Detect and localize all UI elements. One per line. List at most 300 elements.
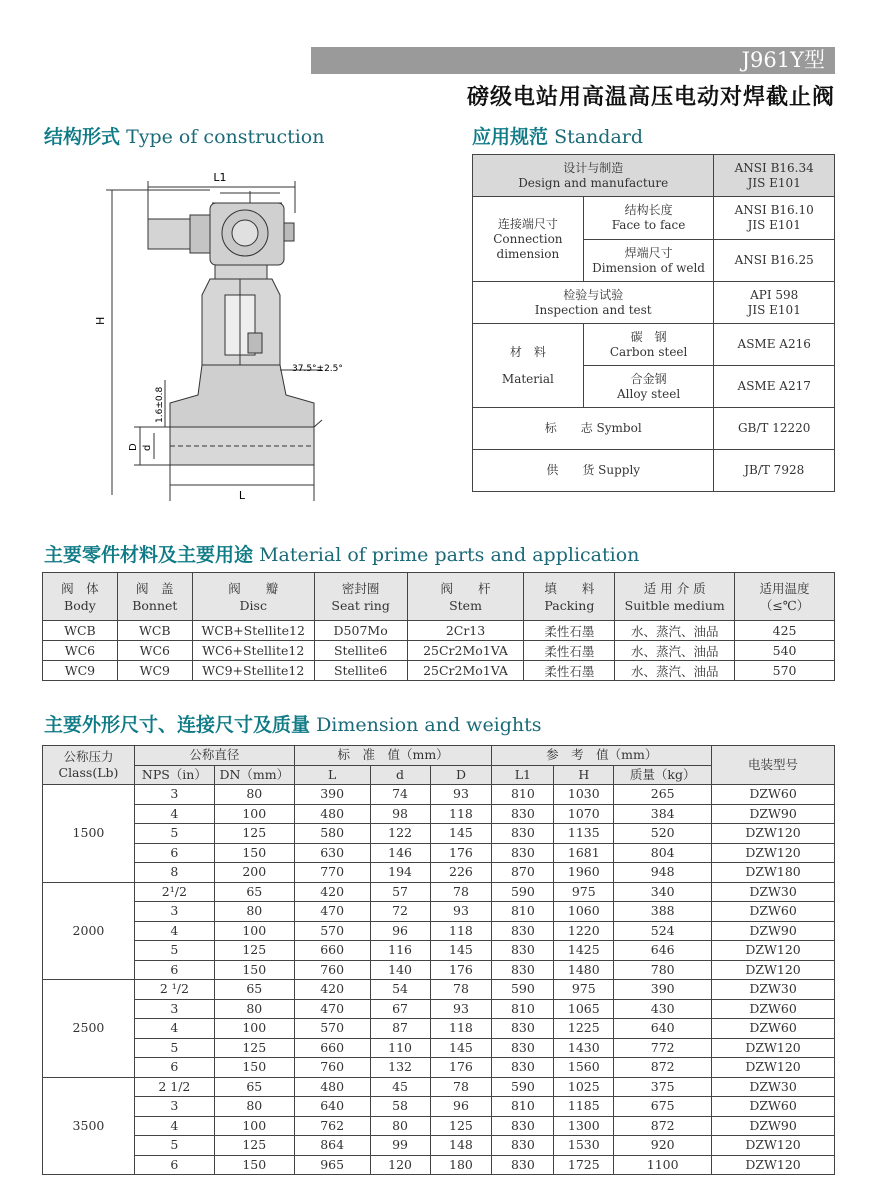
dimension-cell: DZW120 (712, 1136, 835, 1156)
dimension-cell: 390 (614, 980, 712, 1000)
dimension-cell: 5 (134, 824, 214, 844)
nps-header: NPS（in） (134, 765, 214, 785)
dimension-cell: 1135 (554, 824, 614, 844)
reference-value-header: 参 考 值（mm） (492, 746, 712, 766)
parts-cell: WC6+Stellite12 (192, 641, 314, 661)
parts-header-en: Seat ring (331, 597, 390, 613)
dimension-cell: DZW90 (712, 804, 835, 824)
dimension-cell: 78 (430, 882, 492, 902)
label-d: d (142, 444, 153, 451)
dimension-cell: 148 (430, 1136, 492, 1156)
dimension-cell: 830 (492, 1136, 554, 1156)
parts-cell: WC6 (117, 641, 192, 661)
L1-header: L1 (492, 765, 554, 785)
dimension-cell: 150 (214, 843, 294, 863)
dimension-cell: 570 (294, 1019, 370, 1039)
inspection-cn: 检验与试验 (563, 287, 624, 302)
dimension-cell: 4 (134, 804, 214, 824)
dimension-cell: 675 (614, 1097, 712, 1117)
dimension-cell: 830 (492, 1058, 554, 1078)
dimension-cell: 810 (492, 999, 554, 1019)
dimension-cell: DZW180 (712, 863, 835, 883)
dimension-cell: DZW120 (712, 1155, 835, 1175)
dn-header: DN（mm） (214, 765, 294, 785)
d-header: d (370, 765, 430, 785)
dimension-cell: 125 (214, 1136, 294, 1156)
dimension-cell: 80 (214, 999, 294, 1019)
dimension-cell: 780 (614, 960, 712, 980)
parts-header-en: Suitble medium (624, 597, 725, 613)
dimension-cell: 67 (370, 999, 430, 1019)
dimension-cell: 480 (294, 804, 370, 824)
parts-header-en: （≤℃） (759, 597, 810, 613)
dimension-cell: 590 (492, 1077, 554, 1097)
dimension-cell: 145 (430, 941, 492, 961)
dimension-cell: 948 (614, 863, 712, 883)
dimension-cell: 864 (294, 1136, 370, 1156)
parts-title-cn: 主要零件材料及主要用途 (44, 544, 254, 566)
dimension-cell: 630 (294, 843, 370, 863)
dimension-cell: DZW30 (712, 980, 835, 1000)
dimension-cell: 1185 (554, 1097, 614, 1117)
dimension-cell: 176 (430, 960, 492, 980)
nominal-header: 公称直径 (134, 746, 294, 766)
standard-value-header: 标 准 值（mm） (294, 746, 492, 766)
dimension-cell: 524 (614, 921, 712, 941)
dimension-cell: 760 (294, 1058, 370, 1078)
dimension-cell: 375 (614, 1077, 712, 1097)
dimension-cell: 1560 (554, 1058, 614, 1078)
design-cn: 设计与制造 (563, 160, 624, 175)
dimension-row (43, 1058, 835, 1078)
dimension-cell: 120 (370, 1155, 430, 1175)
dimension-row (43, 1136, 835, 1156)
dimension-cell: 80 (214, 785, 294, 805)
parts-header-cn: 填 料 (544, 580, 595, 596)
parts-header-cell (43, 573, 118, 621)
dimension-cell: 1960 (554, 863, 614, 883)
dimension-cell: 570 (294, 921, 370, 941)
dimension-cell: 830 (492, 941, 554, 961)
dimension-row (43, 941, 835, 961)
standard-table (472, 154, 835, 492)
dimension-cell: 830 (492, 824, 554, 844)
face-value-2: JIS E101 (747, 218, 801, 232)
parts-cell: WC6 (43, 641, 118, 661)
dimension-cell: DZW30 (712, 1077, 835, 1097)
label-L: L (238, 489, 246, 502)
dimension-cell: 72 (370, 902, 430, 922)
dimension-cell: 1030 (554, 785, 614, 805)
parts-cell: 水、蒸汽、油品 (615, 621, 735, 641)
alloy-en: Alloy steel (616, 386, 681, 401)
dimension-cell: 118 (430, 1019, 492, 1039)
dimension-cell: 5 (134, 1136, 214, 1156)
parts-row (43, 641, 835, 661)
dimension-cell: 640 (294, 1097, 370, 1117)
dimension-cell: 965 (294, 1155, 370, 1175)
material-label (473, 324, 584, 408)
dimension-row (43, 1116, 835, 1136)
label-tolerance: 1.6±0.8 (155, 386, 165, 423)
dimension-cell: 116 (370, 941, 430, 961)
dimension-row (43, 921, 835, 941)
dimension-cell: 1070 (554, 804, 614, 824)
dimension-cell: 74 (370, 785, 430, 805)
actuator-header: 电装型号 (712, 746, 835, 785)
dimension-cell: 93 (430, 785, 492, 805)
dimensions-table (42, 745, 835, 1175)
dimension-cell: DZW60 (712, 1019, 835, 1039)
parts-cell: 柔性石墨 (524, 641, 615, 661)
dimension-cell: 1225 (554, 1019, 614, 1039)
dimension-cell: 110 (370, 1038, 430, 1058)
dimension-cell: 975 (554, 980, 614, 1000)
dimension-cell: 388 (614, 902, 712, 922)
weld-label (583, 240, 714, 282)
dimension-cell: DZW60 (712, 999, 835, 1019)
alloy-steel-label (583, 366, 714, 408)
standard-title-en: Standard (554, 126, 644, 148)
dimension-row (43, 999, 835, 1019)
parts-header-cell (192, 573, 314, 621)
product-title: 磅级电站用高温高压电动对焊截止阀 (466, 85, 835, 110)
dimension-cell: 520 (614, 824, 712, 844)
parts-cell: WCB+Stellite12 (192, 621, 314, 641)
dimension-cell: 590 (492, 980, 554, 1000)
label-bevel-angle: 37.5°±2.5° (292, 364, 343, 374)
dimension-cell: 580 (294, 824, 370, 844)
dimension-cell: 5 (134, 941, 214, 961)
parts-cell: 25Cr2Mo1VA (407, 661, 524, 681)
parts-table (42, 572, 835, 681)
dimension-cell: DZW120 (712, 1038, 835, 1058)
dimension-row (43, 1019, 835, 1039)
design-value-2: JIS E101 (747, 175, 801, 190)
parts-cell: WCB (43, 621, 118, 641)
dimension-cell: 145 (430, 824, 492, 844)
dimension-cell: 770 (294, 863, 370, 883)
dimension-cell: 1480 (554, 960, 614, 980)
dimension-cell: 4 (134, 921, 214, 941)
design-value-1: ANSI B16.34 (734, 160, 814, 175)
dimension-cell: 340 (614, 882, 712, 902)
dimension-cell: 132 (370, 1058, 430, 1078)
parts-title-en: Material of prime parts and application (259, 544, 640, 566)
dimension-cell: DZW120 (712, 824, 835, 844)
dimension-cell: 384 (614, 804, 712, 824)
dimension-cell: 99 (370, 1136, 430, 1156)
weight-header: 质量（kg） (614, 765, 712, 785)
dimension-cell: 590 (492, 882, 554, 902)
dimension-cell: 176 (430, 1058, 492, 1078)
dimensions-body (43, 785, 835, 1175)
alloy-cn: 合金钢 (630, 371, 667, 386)
dimension-cell: 1025 (554, 1077, 614, 1097)
parts-section-title (44, 540, 639, 567)
inspection-value-2: JIS E101 (747, 302, 801, 317)
parts-cell: WC9 (43, 661, 118, 681)
standard-title-cn: 应用规范 (472, 126, 549, 148)
dimension-cell: 470 (294, 902, 370, 922)
dimension-cell: 810 (492, 785, 554, 805)
dimension-cell: 180 (430, 1155, 492, 1175)
symbol-value: GB/T 12220 (714, 408, 835, 450)
dimension-cell: 3 (134, 1097, 214, 1117)
parts-cell: 2Cr13 (407, 621, 524, 641)
dimension-cell: 100 (214, 1019, 294, 1039)
inspection-value-1: API 598 (750, 287, 799, 302)
dimension-row (43, 843, 835, 863)
dimension-cell: 140 (370, 960, 430, 980)
dimension-cell: 762 (294, 1116, 370, 1136)
parts-body (43, 621, 835, 681)
dimension-cell: 390 (294, 785, 370, 805)
model-banner (311, 47, 835, 74)
dimension-cell: 6 (134, 1058, 214, 1078)
dimension-cell: 100 (214, 1116, 294, 1136)
supply-value: JB/T 7928 (714, 450, 835, 492)
alloy-steel-value: ASME A217 (714, 366, 835, 408)
dimension-cell: 98 (370, 804, 430, 824)
dimensions-title-cn: 主要外形尺寸、连接尺寸及质量 (44, 714, 311, 736)
parts-header-en: Packing (544, 597, 595, 613)
dimension-cell: 194 (370, 863, 430, 883)
connection-label (473, 197, 584, 282)
parts-header-cell (615, 573, 735, 621)
dimension-cell: 176 (430, 843, 492, 863)
dimension-cell: 6 (134, 960, 214, 980)
construction-section-title (44, 122, 324, 149)
class-cell: 3500 (43, 1077, 135, 1175)
dimension-cell: 830 (492, 1116, 554, 1136)
design-en: Design and manufacture (518, 175, 669, 190)
dimension-row (43, 863, 835, 883)
dimension-cell: 65 (214, 980, 294, 1000)
dimension-cell: 1430 (554, 1038, 614, 1058)
dimension-cell: 146 (370, 843, 430, 863)
dimension-cell: 78 (430, 980, 492, 1000)
class-header (43, 746, 135, 785)
dimension-cell: 804 (614, 843, 712, 863)
parts-header-cell (407, 573, 524, 621)
dimension-cell: 80 (214, 1097, 294, 1117)
dimension-cell: 80 (370, 1116, 430, 1136)
weld-cn: 焊端尺寸 (624, 245, 673, 260)
dimension-cell: 430 (614, 999, 712, 1019)
dimension-row (43, 902, 835, 922)
parts-cell: 25Cr2Mo1VA (407, 641, 524, 661)
label-H: H (94, 316, 107, 325)
class-header-cn: 公称压力 (63, 749, 114, 764)
dimension-cell: 150 (214, 960, 294, 980)
parts-header-cell (117, 573, 192, 621)
dimension-cell: 420 (294, 980, 370, 1000)
dimensions-title-en: Dimension and weights (316, 714, 542, 736)
dimension-cell: 226 (430, 863, 492, 883)
design-value (714, 155, 835, 197)
dimension-row (43, 960, 835, 980)
H-header: H (554, 765, 614, 785)
dimension-cell: 1060 (554, 902, 614, 922)
dimension-cell: 118 (430, 804, 492, 824)
dimension-cell: 8 (134, 863, 214, 883)
dimension-cell: 45 (370, 1077, 430, 1097)
dimension-cell: 2¹/2 (134, 882, 214, 902)
material-cn: 材 料 (509, 344, 546, 359)
carbon-steel-label (583, 324, 714, 366)
parts-header-cn: 密封圈 (341, 580, 380, 596)
dimension-cell: 3 (134, 902, 214, 922)
dimension-cell: DZW60 (712, 785, 835, 805)
dimension-cell: DZW90 (712, 1116, 835, 1136)
symbol-label: 标 志 Symbol (473, 408, 714, 450)
dimension-cell: 830 (492, 843, 554, 863)
dimension-cell: 78 (430, 1077, 492, 1097)
dimension-cell: 660 (294, 1038, 370, 1058)
construction-title-cn: 结构形式 (44, 126, 121, 148)
dimension-cell: DZW120 (712, 843, 835, 863)
dimension-cell: 2 ¹/2 (134, 980, 214, 1000)
parts-header-cn: 阀 瓣 (228, 580, 279, 596)
material-en: Material (501, 371, 554, 386)
parts-cell: WC9+Stellite12 (192, 661, 314, 681)
dimension-cell: 872 (614, 1058, 712, 1078)
connection-en-1: Connection (493, 231, 563, 246)
carbon-steel-value: ASME A216 (714, 324, 835, 366)
dimension-row (43, 1155, 835, 1175)
supply-label: 供 货 Supply (473, 450, 714, 492)
parts-cell: D507Mo (314, 621, 407, 641)
parts-cell: 柔性石墨 (524, 661, 615, 681)
dimension-cell: 125 (214, 941, 294, 961)
dimension-row (43, 1038, 835, 1058)
parts-header-cn: 阀 体 (61, 580, 99, 596)
parts-header-en: Bonnet (132, 597, 178, 613)
dimension-cell: 87 (370, 1019, 430, 1039)
face-label (583, 197, 714, 240)
dimension-row (43, 1077, 835, 1097)
dimension-cell: 200 (214, 863, 294, 883)
dimension-cell: 100 (214, 804, 294, 824)
carbon-cn: 碳 钢 (630, 329, 667, 344)
dimension-cell: 96 (430, 1097, 492, 1117)
dimension-cell: 420 (294, 882, 370, 902)
dimension-cell: 830 (492, 921, 554, 941)
dimension-cell: 125 (214, 824, 294, 844)
dimension-cell: 5 (134, 1038, 214, 1058)
parts-cell: 540 (735, 641, 835, 661)
parts-header-cn: 适 用 介 质 (643, 580, 706, 596)
dimension-cell: 65 (214, 1077, 294, 1097)
parts-header-cell (524, 573, 615, 621)
dimension-cell: 646 (614, 941, 712, 961)
dimension-cell: 1300 (554, 1116, 614, 1136)
label-D: D (128, 443, 139, 451)
dimension-cell: 150 (214, 1058, 294, 1078)
parts-cell: WCB (117, 621, 192, 641)
dimension-cell: 93 (430, 999, 492, 1019)
construction-title-en: Type of construction (126, 126, 325, 148)
dimension-cell: 1220 (554, 921, 614, 941)
dimension-cell: 830 (492, 804, 554, 824)
parts-row (43, 661, 835, 681)
dimension-cell: 2 1/2 (134, 1077, 214, 1097)
parts-cell: WC9 (117, 661, 192, 681)
dimension-cell: 4 (134, 1019, 214, 1039)
parts-cell: Stellite6 (314, 641, 407, 661)
parts-row (43, 621, 835, 641)
parts-header-cn: 适用温度 (759, 580, 810, 596)
parts-cell: 柔性石墨 (524, 621, 615, 641)
dimension-cell: 1100 (614, 1155, 712, 1175)
dimension-cell: 125 (430, 1116, 492, 1136)
dimension-row (43, 980, 835, 1000)
class-header-en: Class(Lb) (58, 765, 119, 780)
dimension-cell: 150 (214, 1155, 294, 1175)
parts-header-en: Stem (449, 597, 482, 613)
dimension-cell: 6 (134, 1155, 214, 1175)
parts-header-cn: 阀 盖 (136, 580, 174, 596)
dimension-row (43, 785, 835, 805)
dimension-cell: 1425 (554, 941, 614, 961)
face-value-1: ANSI B16.10 (734, 203, 814, 217)
dimension-cell: 6 (134, 843, 214, 863)
inspection-en: Inspection and test (534, 302, 652, 317)
valve-construction-drawing (90, 165, 380, 510)
dimension-cell: 480 (294, 1077, 370, 1097)
dimension-cell: 872 (614, 1116, 712, 1136)
dimension-cell: DZW90 (712, 921, 835, 941)
dimension-cell: 1530 (554, 1136, 614, 1156)
dimension-cell: 54 (370, 980, 430, 1000)
weld-en: Dimension of weld (592, 260, 705, 275)
design-label (473, 155, 714, 197)
inspection-value (714, 282, 835, 324)
parts-header-cell (735, 573, 835, 621)
dimension-cell: 3 (134, 785, 214, 805)
face-en: Face to face (611, 218, 686, 232)
dimension-cell: 80 (214, 902, 294, 922)
dimension-cell: 870 (492, 863, 554, 883)
carbon-en: Carbon steel (609, 344, 688, 359)
parts-cell: 570 (735, 661, 835, 681)
dimension-cell: 100 (214, 921, 294, 941)
dimension-cell: DZW30 (712, 882, 835, 902)
parts-header-row (43, 573, 835, 621)
standard-section-title (472, 122, 643, 149)
dimension-cell: 93 (430, 902, 492, 922)
dimension-cell: 65 (214, 882, 294, 902)
dimension-cell: 470 (294, 999, 370, 1019)
dimension-cell: 760 (294, 960, 370, 980)
parts-header-cn: 阀 杆 (440, 580, 491, 596)
dimension-cell: 57 (370, 882, 430, 902)
D-header: D (430, 765, 492, 785)
connection-en-2: dimension (496, 246, 560, 261)
dimension-cell: DZW120 (712, 1058, 835, 1078)
model-code: J961Y型 (741, 48, 825, 72)
dimension-row (43, 882, 835, 902)
class-cell: 2500 (43, 980, 135, 1078)
dimension-cell: 96 (370, 921, 430, 941)
parts-cell: 水、蒸汽、油品 (615, 641, 735, 661)
parts-cell: 425 (735, 621, 835, 641)
dimension-cell: 118 (430, 921, 492, 941)
dimension-row (43, 1097, 835, 1117)
parts-header-en: Disc (239, 597, 267, 613)
dimension-cell: 830 (492, 1038, 554, 1058)
